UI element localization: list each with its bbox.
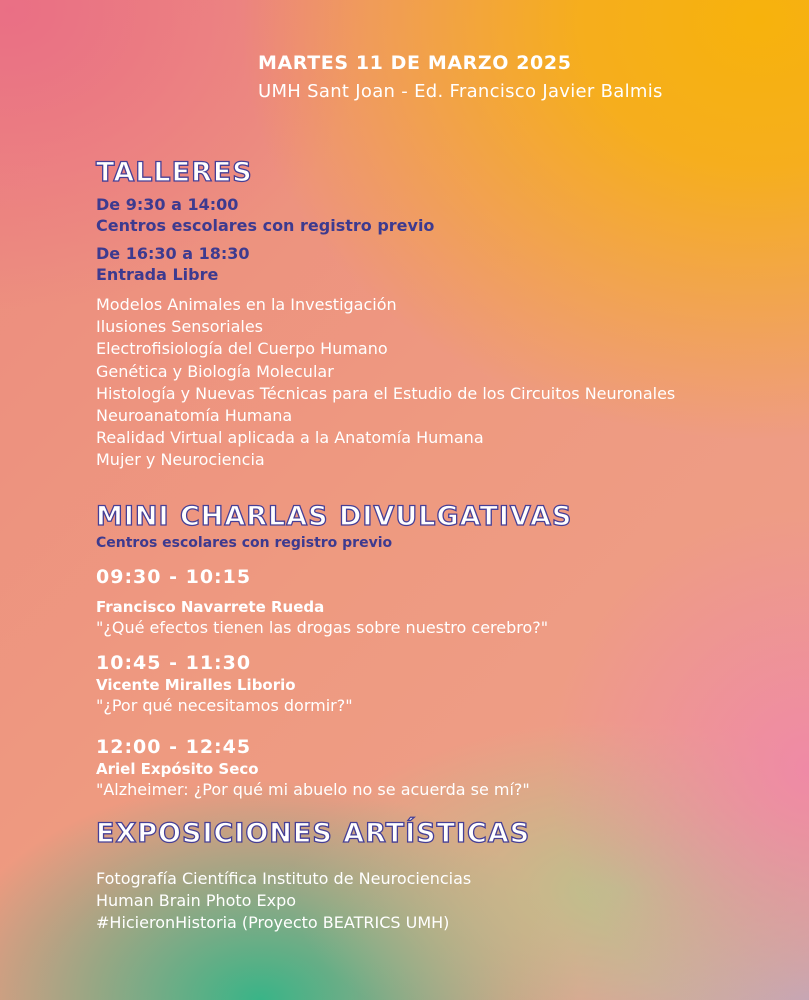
talleres-slot-afternoon — [96, 243, 675, 285]
talk-speaker: Ariel Expósito Seco — [96, 760, 259, 778]
talleres-list — [96, 294, 675, 472]
talk-topic: "Alzheimer: ¿Por qué mi abuelo no se acuerda se mí?" — [96, 780, 530, 799]
charlas-subtitle: Centros escolares con registro previo — [96, 535, 393, 551]
list-item: Modelos Animales en la Investigación — [96, 295, 397, 314]
event-header — [258, 50, 663, 104]
list-item: Neuroanatomía Humana — [96, 406, 293, 426]
talk-topic: "¿Por qué necesitamos dormir?" — [96, 696, 353, 715]
talk-1 — [96, 565, 548, 639]
slot-time: De 16:30 a 18:30 — [96, 244, 250, 263]
event-location: UMH Sant Joan - Ed. Francisco Javier Balmis — [258, 81, 663, 102]
talk-speaker: Francisco Navarrete Rueda — [96, 598, 325, 616]
list-item: Realidad Virtual aplicada a la Anatomía Humana — [96, 428, 484, 448]
talk-time: 12:00 - 12:45 — [96, 736, 252, 758]
list-item: #HicieronHistoria (Proyecto BEATRICS UMH) — [96, 913, 450, 933]
talleres-title: TALLERES — [96, 157, 253, 188]
list-item: Mujer y Neurociencia — [96, 450, 265, 470]
slot-note: Centros escolares con registro previo — [96, 216, 435, 235]
exposiciones-list — [96, 868, 530, 935]
charlas-section — [96, 500, 572, 552]
talk-speaker: Vicente Miralles Liborio — [96, 676, 296, 694]
talk-time: 10:45 - 11:30 — [96, 652, 252, 674]
list-item: Human Brain Photo Expo — [96, 891, 297, 911]
talleres-slot-morning — [96, 194, 675, 236]
list-item: Ilusiones Sensoriales — [96, 317, 263, 337]
list-item: Histología y Nuevas Técnicas para el Estudio de los Circuitos Neuronales — [96, 383, 676, 403]
talk-topic: "¿Qué efectos tienen las drogas sobre nuestro cerebro?" — [96, 618, 549, 637]
list-item: Genética y Biología Molecular — [96, 361, 334, 381]
talleres-section — [96, 156, 675, 472]
talk-time: 09:30 - 10:15 — [96, 566, 252, 588]
talk-3 — [96, 735, 530, 801]
event-date: MARTES 11 DE MARZO 2025 — [258, 52, 572, 74]
slot-note: Entrada Libre — [96, 265, 219, 284]
talk-2 — [96, 651, 353, 717]
list-item: Electrofisiología del Cuerpo Humano — [96, 339, 388, 359]
list-item: Fotografía Científica Instituto de Neurociencias — [96, 869, 472, 888]
exposiciones-section — [96, 817, 530, 935]
exposiciones-title: EXPOSICIONES ARTÍSTICAS — [96, 818, 531, 849]
charlas-title: MINI CHARLAS DIVULGATIVAS — [96, 501, 573, 532]
slot-time: De 9:30 a 14:00 — [96, 195, 239, 214]
